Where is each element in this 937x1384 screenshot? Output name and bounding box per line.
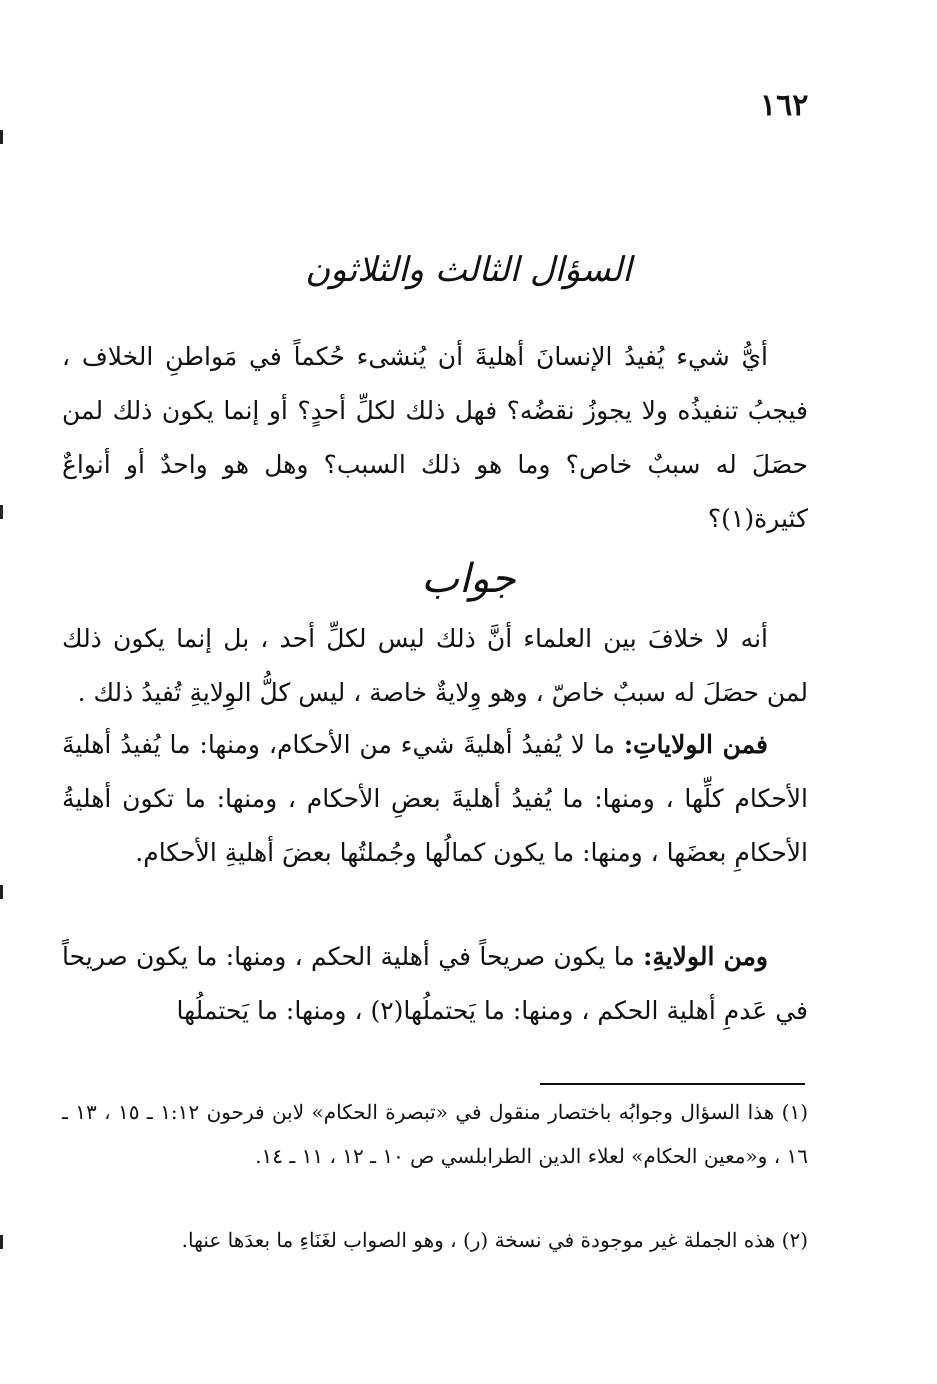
- footnote-2: (٢) هذه الجملة غير موجودة في نسخة (ر) ، وهو الصواب لغَنَاءِ ما بعدَها عنها.: [181, 1228, 808, 1252]
- answer-paragraph: أنه لا خلافَ بين العلماء أنَّ ذلك ليس لكلِّ أحد ، بل إنما يكون ذلك لمن حصَلَ له سببٌ خاصّ ، وهو وِلايةٌ خاصة ، ليس كلُّ الوِلايةِ تُفيدُ ذلك .: [62, 624, 808, 707]
- wilaya-lead: ومن الولايةِ:: [643, 942, 768, 971]
- wilayat-lead: فمن الولاياتِ:: [623, 730, 768, 759]
- margin-mark: [0, 130, 3, 144]
- question-paragraph: أيُّ شيء يُفيدُ الإنسانَ أهليةَ أن يُنشىء حُكماً في مَواطنِ الخلاف ، فيجبُ تنفيذُه ولا يجوزُ نقضُه؟ فهل ذلك لكلِّ أحدٍ؟ أو إنما يكون ذلك لمن حصَلَ له سببٌ خاص؟ وما هو ذلك السبب؟ وهل هو واحدٌ أو أنواعٌ كثيرة(١)؟: [62, 342, 808, 533]
- margin-mark: [0, 1235, 3, 1249]
- margin-mark: [0, 885, 3, 899]
- wilaya-body: ما يكون صريحاً في أهلية الحكم ، ومنها: ما يكون صريحاً في عَدمِ أهلية الحكم ، ومنها: ما يَحتملُها(٢) ، ومنها: ما يَحتملُها: [62, 942, 808, 1025]
- wilayat-paragraph: [62, 718, 808, 880]
- page-number: ١٦٢: [760, 88, 809, 123]
- wilaya-paragraph: [62, 930, 808, 1038]
- footnote-1: (١) هذا السؤال وجوابُه باختصار منقول في «تبصرة الحكام» لابن فرحون ١:١٢ ـ ١٥ ، ١٣ ـ ١٦ ، و«معين الحكام» لعلاء الدين الطرابلسي ص ١٠ ـ ١٢ ، ١١ ـ ١٤.: [62, 1100, 809, 1168]
- margin-mark: [0, 505, 3, 519]
- wilayat-body: ما لا يُفيدُ أهليةَ شيء من الأحكام، ومنها: ما يُفيدُ أهليةَ الأحكام كلِّها ، ومنها: ما يُفيدُ أهليةَ بعضِ الأحكام ، ومنها: ما تكون أهليةُ الأحكامِ بعضَها ، ومنها: ما يكون كمالُها وجُملتُها بعضَ أهليةِ الأحكام.: [62, 730, 808, 867]
- question-heading: السؤال الثالث والثلاثون: [305, 250, 632, 290]
- footnote-rule: [540, 1083, 805, 1085]
- answer-heading: جواب: [421, 556, 516, 602]
